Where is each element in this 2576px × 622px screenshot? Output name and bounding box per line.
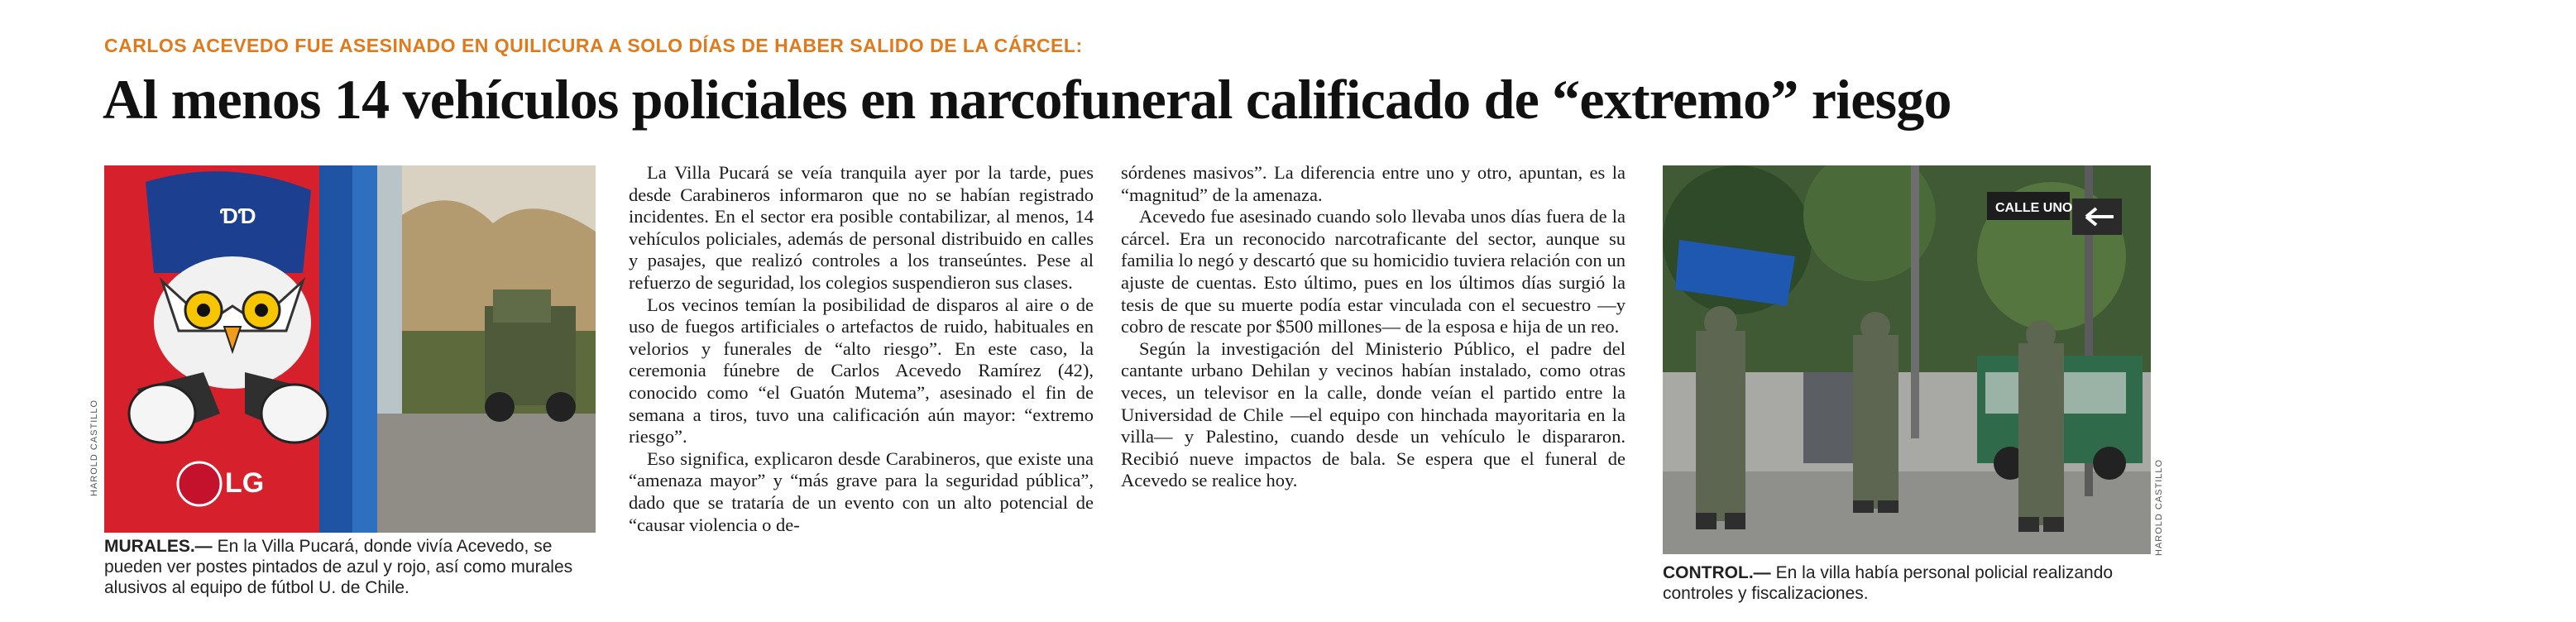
paragraph-continued: sórdenes masivos”. La diferencia entre uno y otro, apuntan, es la “magnitud” de la amenaza.	[1121, 162, 1626, 205]
caption-text-left: En la Villa Pucará, donde vivía Acevedo, se pueden ver postes pintados de azul y rojo, así como murales alusivos al equipo de fútbol U. de Chile.	[104, 537, 573, 597]
headline: Al menos 14 vehículos policiales en narcofuneral calificado de “extremo” riesgo	[103, 68, 1951, 131]
paragraph: La Villa Pucará se veía tranquila ayer por la tarde, pues desde Carabineros informaron que no se habían registrado incidentes. En el sector era posible contabilizar, al menos, 14 vehículos policiales, además de personal distribuido en calles y pasajes, que realizó controles a los transeúntes. Pese al refuerzo de seguridad, los colegios suspendieron sus clases.	[629, 162, 1094, 293]
caption-lead-right: CONTROL.—	[1663, 563, 1771, 582]
kicker: CARLOS ACEVEDO FUE ASESINADO EN QUILICURA A SOLO DÍAS DE HABER SALIDO DE LA CÁRCEL:	[104, 35, 1083, 56]
photo-caption-left	[104, 536, 601, 598]
street-sign-text: CALLE UNO	[1995, 201, 2073, 215]
caption-lead-left: MURALES.—	[104, 537, 213, 556]
article-column-2	[1121, 162, 1626, 492]
photo-credit-left: HAROLD CASTILLO	[89, 399, 99, 496]
caption-text-right: En la villa había personal policial realizando controles y fiscalizaciones.	[1663, 563, 2114, 603]
police-photo	[1663, 165, 2151, 554]
svg-text:ƊƊ: ƊƊ	[220, 203, 256, 228]
paragraph: Los vecinos temían la posibilidad de disparos al aire o de uso de fuegos artificiales o artefactos de ruido, habituales en velorios y funerales de “alto riesgo”. En este caso, la ceremonia fúnebre de Carlos Acevedo Ramírez (42), conocido como “el Guatón Mutema”, asesinado el fin de semana a tiros, tuvo una calificación aún mayor: “extremo riesgo”.	[629, 294, 1094, 447]
mural-photo	[104, 165, 596, 533]
paragraph: Eso significa, explicaron desde Carabineros, que existe una “amenaza mayor” y “más grave para la seguridad pública”, dado que se trataría de un evento con un alto potencial de “causar violencia o de-	[629, 447, 1094, 535]
paragraph: Acevedo fue asesinado cuando solo llevaba unos días fuera de la cárcel. Era un reconocido narcotraficante del sector, aunque su familia lo negó y descartó que su homicidio tuviera relación con un ajuste de cuentas. Esto último, pues en los últimos días surgió la tesis de que su muerte podía estar vinculada con el secuestro —y cobro de rescate por $500 millones— de la esposa e hija de un reo.	[1121, 206, 1626, 337]
article-column-1	[629, 162, 1094, 536]
paragraph: Según la investigación del Ministerio Público, el padre del cantante urbano Dehilan y vecinos habían instalado, como otras veces, un televisor en la calle, donde veían el partido entre la Universidad de Chile —el equipo con hinchada mayoritaria en la villa— y Palestino, cuando desde un vehículo le dispararon. Recibió nueve impactos de bala. Se espera que el funeral de Acevedo se realice hoy.	[1121, 337, 1626, 491]
photo-credit-right: HAROLD CASTILLO	[2154, 458, 2164, 556]
mural-logo-text: LG	[225, 467, 265, 499]
photo-caption-right	[1663, 562, 2159, 604]
